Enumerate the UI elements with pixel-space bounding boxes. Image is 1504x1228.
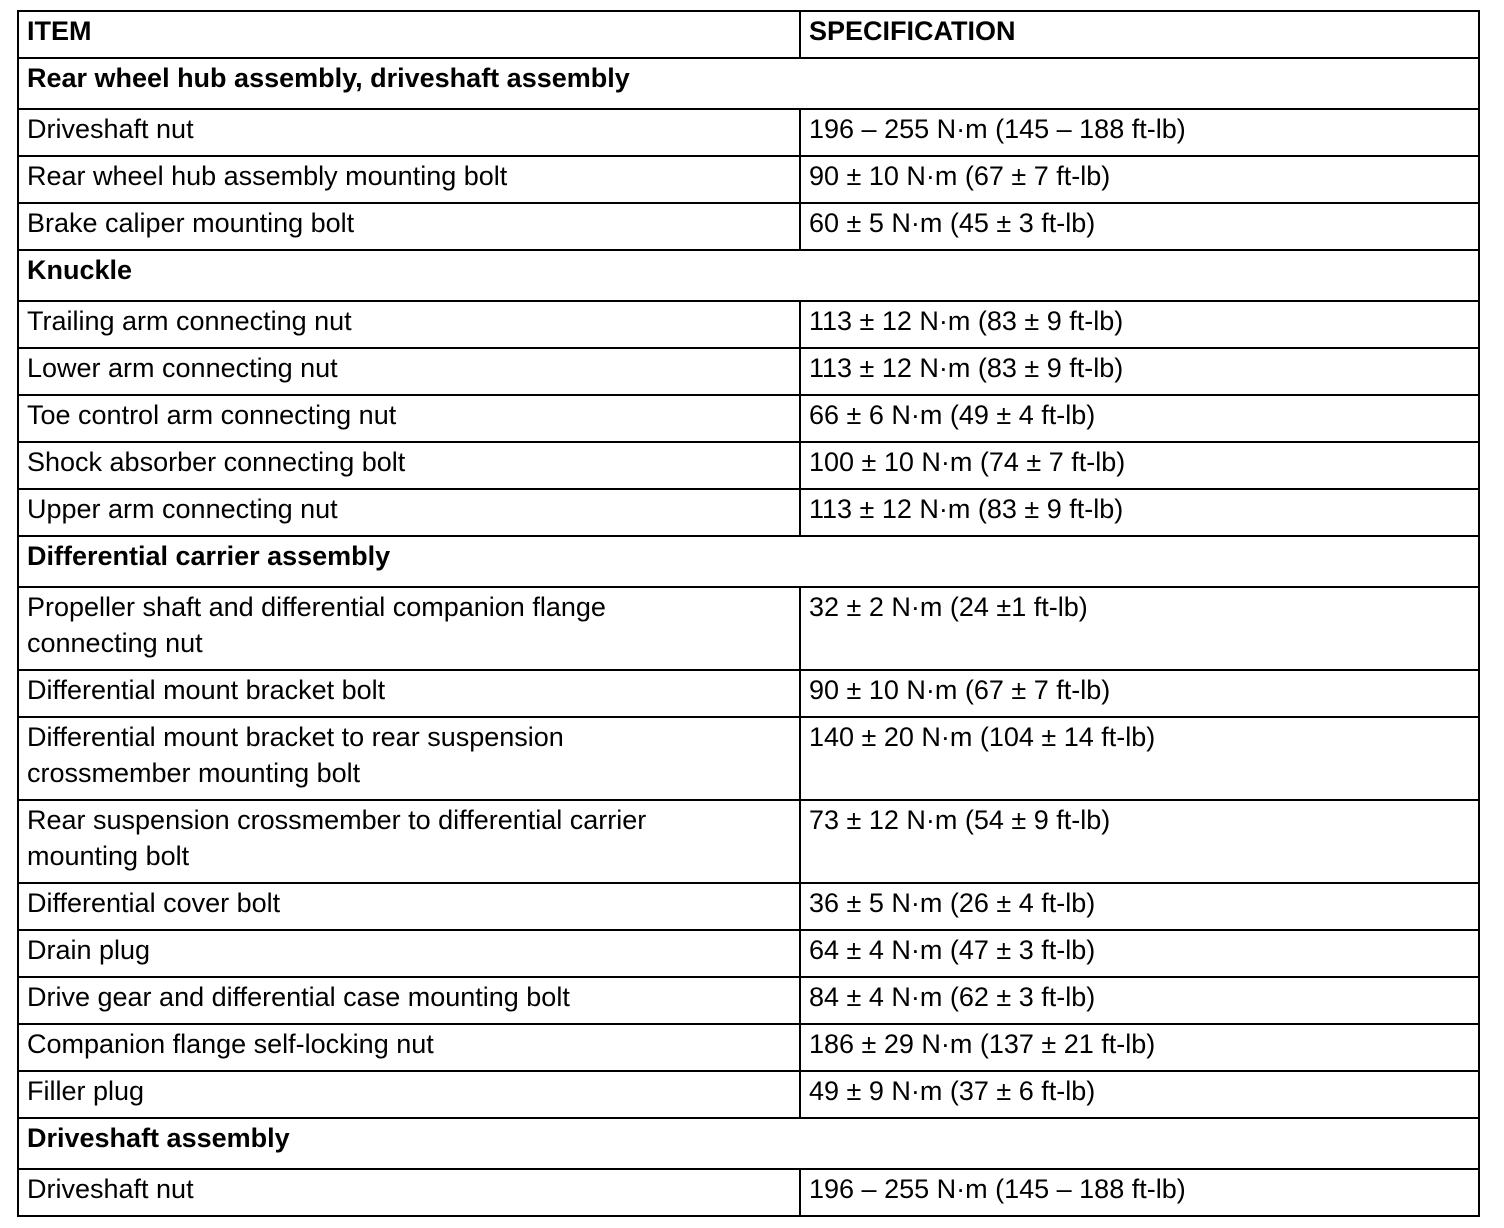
specification-cell: 60 ± 5 N·m (45 ± 3 ft-lb)	[800, 203, 1479, 250]
specification-cell: 196 – 255 N·m (145 – 188 ft-lb)	[800, 1169, 1479, 1216]
item-cell: Driveshaft nut	[18, 109, 800, 156]
specification-cell: 90 ± 10 N·m (67 ± 7 ft-lb)	[800, 156, 1479, 203]
table-row	[18, 301, 1479, 348]
item-cell: Driveshaft nut	[18, 1169, 800, 1216]
specification-cell: 100 ± 10 N·m (74 ± 7 ft-lb)	[800, 442, 1479, 489]
table-row	[18, 883, 1479, 930]
item-cell: Drive gear and differential case mounting bolt	[18, 977, 800, 1024]
table-row	[18, 587, 1479, 670]
item-cell: Trailing arm connecting nut	[18, 301, 800, 348]
item-cell: Rear suspension crossmember to differential carrier mounting bolt	[18, 800, 800, 883]
item-cell: Filler plug	[18, 1071, 800, 1118]
table-row	[18, 1169, 1479, 1216]
header-row	[18, 11, 1479, 58]
section-title: Differential carrier assembly	[18, 536, 1479, 587]
section-header-row	[18, 536, 1479, 587]
item-cell: Propeller shaft and differential companion flange connecting nut	[18, 587, 800, 670]
item-cell: Differential mount bracket to rear suspension crossmember mounting bolt	[18, 717, 800, 800]
specification-cell: 113 ± 12 N·m (83 ± 9 ft-lb)	[800, 489, 1479, 536]
table-row	[18, 156, 1479, 203]
specification-cell: 90 ± 10 N·m (67 ± 7 ft-lb)	[800, 670, 1479, 717]
item-cell: Drain plug	[18, 930, 800, 977]
specification-cell: 140 ± 20 N·m (104 ± 14 ft-lb)	[800, 717, 1479, 800]
section-header-row	[18, 1118, 1479, 1169]
table-row	[18, 717, 1479, 800]
table-body	[18, 11, 1479, 1216]
section-title: Driveshaft assembly	[18, 1118, 1479, 1169]
specification-cell: 73 ± 12 N·m (54 ± 9 ft-lb)	[800, 800, 1479, 883]
item-cell: Lower arm connecting nut	[18, 348, 800, 395]
torque-spec-table	[17, 10, 1480, 1217]
table-row	[18, 670, 1479, 717]
table-row	[18, 395, 1479, 442]
section-header-row	[18, 58, 1479, 109]
specification-cell: 196 – 255 N·m (145 – 188 ft-lb)	[800, 109, 1479, 156]
table-row	[18, 1024, 1479, 1071]
item-cell: Differential cover bolt	[18, 883, 800, 930]
table-row	[18, 977, 1479, 1024]
section-title: Rear wheel hub assembly, driveshaft assembly	[18, 58, 1479, 109]
table-row	[18, 442, 1479, 489]
specification-cell: 49 ± 9 N·m (37 ± 6 ft-lb)	[800, 1071, 1479, 1118]
item-cell: Rear wheel hub assembly mounting bolt	[18, 156, 800, 203]
specification-cell: 113 ± 12 N·m (83 ± 9 ft-lb)	[800, 301, 1479, 348]
table-row	[18, 1071, 1479, 1118]
table-row	[18, 800, 1479, 883]
table-row	[18, 348, 1479, 395]
item-cell: Toe control arm connecting nut	[18, 395, 800, 442]
specification-cell: 113 ± 12 N·m (83 ± 9 ft-lb)	[800, 348, 1479, 395]
table-row	[18, 109, 1479, 156]
specification-cell: 66 ± 6 N·m (49 ± 4 ft-lb)	[800, 395, 1479, 442]
specification-cell: 84 ± 4 N·m (62 ± 3 ft-lb)	[800, 977, 1479, 1024]
item-cell: Companion flange self-locking nut	[18, 1024, 800, 1071]
table-row	[18, 203, 1479, 250]
item-cell: Shock absorber connecting bolt	[18, 442, 800, 489]
specification-cell: 32 ± 2 N·m (24 ±1 ft-lb)	[800, 587, 1479, 670]
section-header-row	[18, 250, 1479, 301]
table-row	[18, 489, 1479, 536]
specification-cell: 64 ± 4 N·m (47 ± 3 ft-lb)	[800, 930, 1479, 977]
item-cell: Differential mount bracket bolt	[18, 670, 800, 717]
section-title: Knuckle	[18, 250, 1479, 301]
specification-cell: 36 ± 5 N·m (26 ± 4 ft-lb)	[800, 883, 1479, 930]
item-cell: Upper arm connecting nut	[18, 489, 800, 536]
item-cell: Brake caliper mounting bolt	[18, 203, 800, 250]
header-specification: SPECIFICATION	[800, 11, 1479, 58]
specification-cell: 186 ± 29 N·m (137 ± 21 ft-lb)	[800, 1024, 1479, 1071]
table-row	[18, 930, 1479, 977]
header-item: ITEM	[18, 11, 800, 58]
